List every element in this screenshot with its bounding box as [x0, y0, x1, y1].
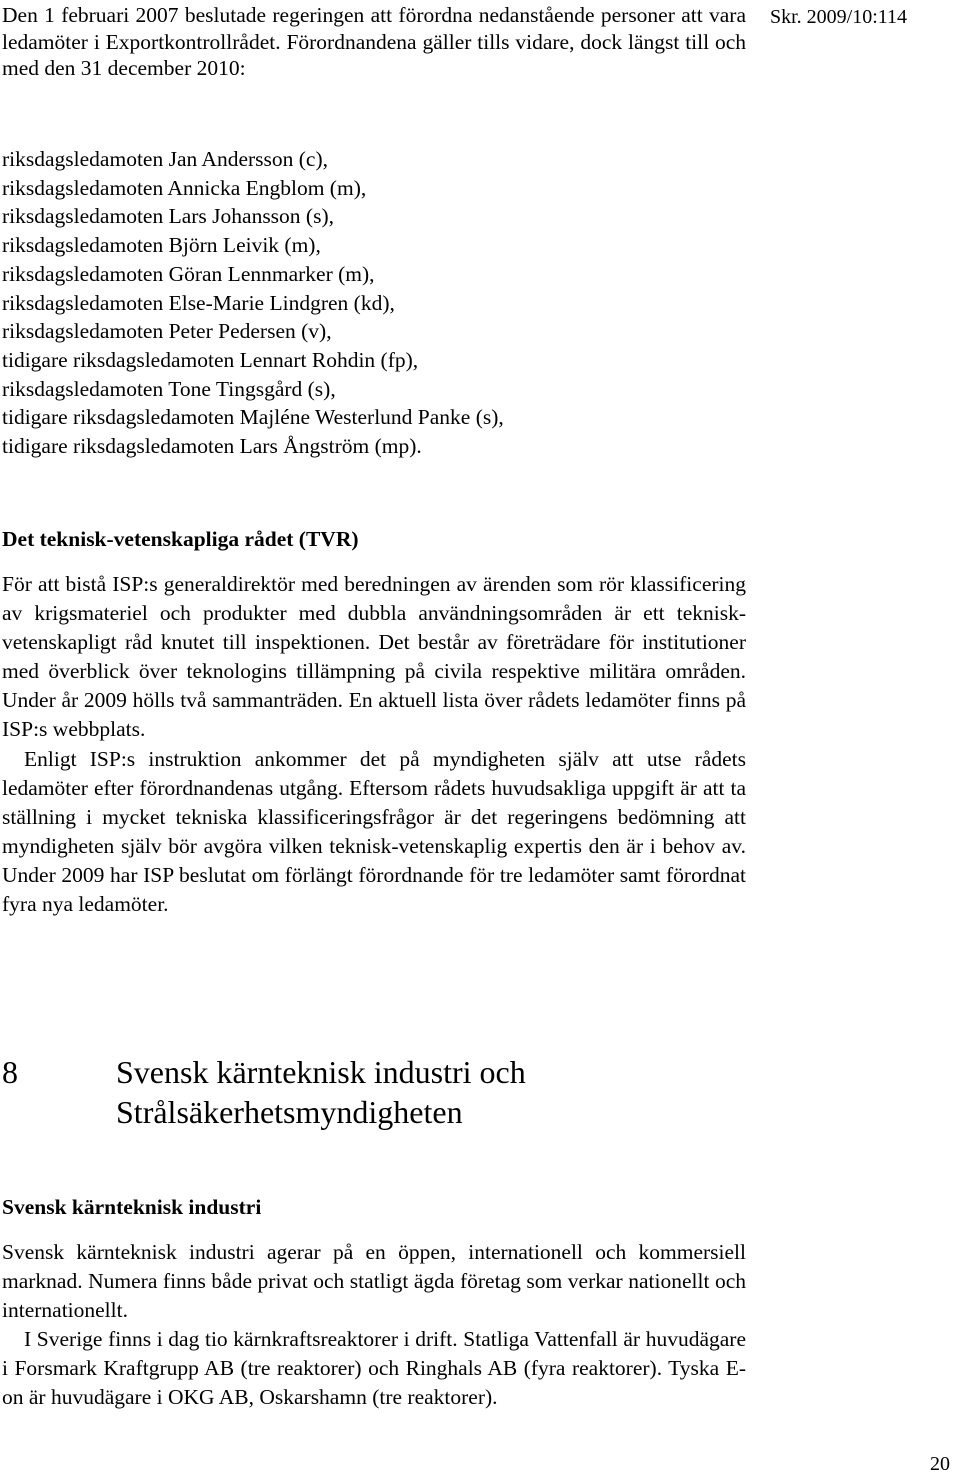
- tvr-heading: Det teknisk-vetenskapliga rådet (TVR): [2, 527, 359, 551]
- page-number: 20: [930, 1453, 950, 1475]
- tvr-paragraph: För att bistå ISP:s generaldirektör med beredningen av ärenden som rör klassificering av krigsmateriel och produkter med dubbla användningsområden är ett teknisk-vetenskapligt råd knutet till inspektionen. Det består av företrädare för institutioner med överblick över teknologins tillämpning på civila respektive militära områden. Under år 2009 hölls två sammanträden. En aktuell lista över rådets ledamöter finns på ISP:s webbplats.: [2, 572, 746, 742]
- tvr-paragraph: Enligt ISP:s instruktion ankommer det på myndigheten själv att utse rådets ledamöter efter förordnandenas utgång. Eftersom rådets huvudsakliga uppgift är att ta ställning i mycket tekniska klassificeringsfrågor är det regeringens bedömning att myndigheten själv bör avgöra vilken teknisk-vetenskaplig expertis den är i behov av. Under 2009 har ISP beslutat om förlängt förordnande för tre ledamöter samt förordnat fyra nya ledamöter.: [2, 746, 746, 917]
- document-reference: Skr. 2009/10:114: [770, 6, 908, 28]
- member-list-item: riksdagsledamoten Björn Leivik (m),: [2, 233, 321, 258]
- intro-paragraph: Den 1 februari 2007 beslutade regeringen att förordna nedanstående personer att vara ledamöter i Exportkontrollrådet. Förordnandena gäller tills vidare, dock längst till och med den 31 december 2010:: [2, 3, 746, 80]
- member-list-item: riksdagsledamoten Peter Pedersen (v),: [2, 319, 332, 344]
- industry-paragraph: Svensk kärnteknisk industri agerar på en öppen, internationell och kommersiell marknad. Numera finns både privat och statligt ägda företag som verkar nationellt och internationellt.: [2, 1240, 746, 1323]
- industry-paragraph: I Sverige finns i dag tio kärnkraftsreaktorer i drift. Statliga Vattenfall är huvudägare i Forsmark Kraftgrupp AB (tre reaktorer) och Ringhals AB (fyra reaktorer). Tyska E-on är huvudägare i OKG AB, Oskarshamn (tre reaktorer).: [2, 1327, 746, 1410]
- member-list-item: riksdagsledamoten Göran Lennmarker (m),: [2, 261, 375, 286]
- member-list-item: riksdagsledamoten Else-Marie Lindgren (kd),: [2, 290, 395, 315]
- member-list: [2, 145, 746, 461]
- member-list-item: riksdagsledamoten Jan Andersson (c),: [2, 147, 329, 171]
- chapter-title: Svensk kärnteknisk industri och Strålsäkerhetsmyndigheten: [116, 1054, 526, 1130]
- industry-section: [2, 1238, 746, 1413]
- member-list-item: riksdagsledamoten Annicka Engblom (m),: [2, 175, 367, 200]
- chapter-number: 8: [2, 1054, 18, 1090]
- member-list-item: tidigare riksdagsledamoten Lars Ångström (mp).: [2, 434, 422, 459]
- member-list-item: riksdagsledamoten Lars Johansson (s),: [2, 204, 334, 229]
- chapter-heading: [2, 1052, 716, 1132]
- industry-heading: Svensk kärnteknisk industri: [2, 1195, 262, 1219]
- member-list-item: tidigare riksdagsledamoten Majléne Westerlund Panke (s),: [2, 405, 504, 430]
- member-list-item: riksdagsledamoten Tone Tingsgård (s),: [2, 376, 336, 401]
- tvr-section: [2, 570, 746, 919]
- member-list-item: tidigare riksdagsledamoten Lennart Rohdin (fp),: [2, 347, 419, 372]
